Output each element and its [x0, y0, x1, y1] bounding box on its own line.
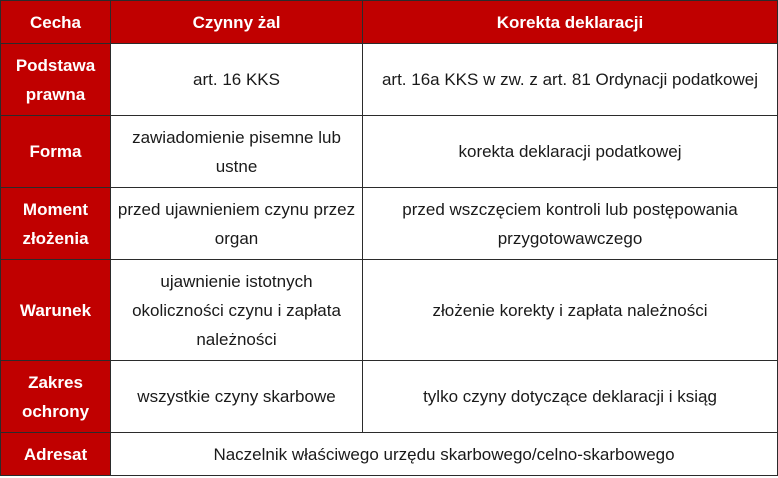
table-row — [1, 260, 778, 361]
row-label: Forma — [1, 116, 111, 188]
active-regret-cell: wszystkie czyny skarbowe — [111, 361, 363, 433]
table-row — [1, 116, 778, 188]
header-feature: Cecha — [1, 1, 111, 44]
table-row — [1, 44, 778, 116]
correction-cell: tylko czyny dotyczące deklaracji i ksiąg — [363, 361, 778, 433]
active-regret-cell: przed ujawnieniem czynu przez organ — [111, 188, 363, 260]
table-row — [1, 188, 778, 260]
correction-cell: art. 16a KKS w zw. z art. 81 Ordynacji podatkowej — [363, 44, 778, 116]
active-regret-cell: zawiadomienie pisemne lub ustne — [111, 116, 363, 188]
row-label: Zakres ochrony — [1, 361, 111, 433]
correction-cell: korekta deklaracji podatkowej — [363, 116, 778, 188]
correction-cell: złożenie korekty i zapłata należności — [363, 260, 778, 361]
header-correction: Korekta deklaracji — [363, 1, 778, 44]
addressee-label: Adresat — [1, 433, 111, 476]
row-label: Warunek — [1, 260, 111, 361]
row-label: Podstawa prawna — [1, 44, 111, 116]
active-regret-cell: ujawnienie istotnych okoliczności czynu i zapłata należności — [111, 260, 363, 361]
addressee-row — [1, 433, 778, 476]
row-label: Moment złożenia — [1, 188, 111, 260]
addressee-value: Naczelnik właściwego urzędu skarbowego/celno-skarbowego — [111, 433, 778, 476]
header-row — [1, 1, 778, 44]
correction-cell: przed wszczęciem kontroli lub postępowania przygotowawczego — [363, 188, 778, 260]
header-active-regret: Czynny żal — [111, 1, 363, 44]
active-regret-cell: art. 16 KKS — [111, 44, 363, 116]
table-row — [1, 361, 778, 433]
